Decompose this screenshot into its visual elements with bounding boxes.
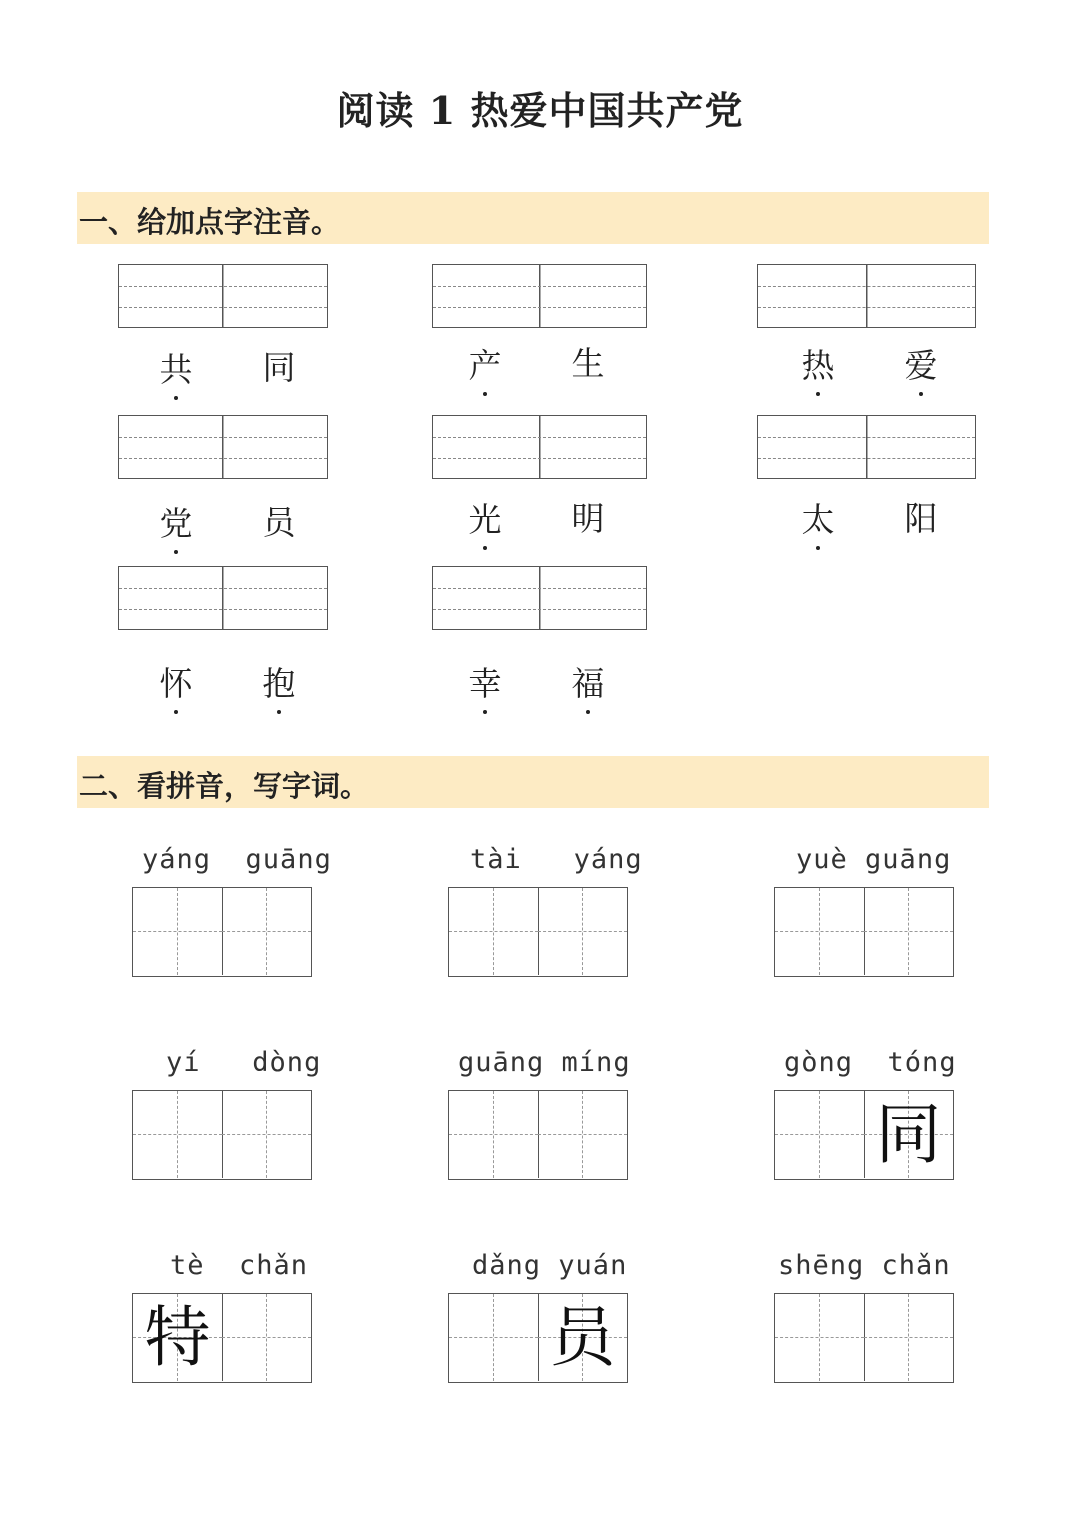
writing-cell[interactable] <box>449 888 539 975</box>
pinyin-syllable: yuè <box>796 844 848 875</box>
tianzige-grid <box>448 1293 628 1383</box>
pinyin-syllable: dǎng <box>472 1250 542 1281</box>
pinyin-syllable: míng <box>561 1047 631 1078</box>
tianzige-grid <box>774 887 954 977</box>
pinyin-label <box>470 844 643 875</box>
writing-cell[interactable] <box>864 1091 953 1178</box>
filled-character <box>449 1091 538 1178</box>
pinyin-syllable: tè <box>170 1250 205 1281</box>
writing-cell[interactable] <box>864 888 953 975</box>
writing-cell[interactable] <box>133 888 223 975</box>
character: 阳 <box>904 499 938 538</box>
filled-character <box>133 1091 222 1178</box>
dotted-character: 怀 <box>156 664 196 704</box>
pinyin-syllable: dòng <box>252 1047 322 1078</box>
writing-cell[interactable] <box>222 1294 311 1381</box>
writing-cell[interactable] <box>775 1091 865 1178</box>
tianzige-grid <box>132 887 312 977</box>
writing-cell[interactable] <box>449 1091 539 1178</box>
pinyin-syllable: tóng <box>887 1047 957 1078</box>
filled-character: 同 <box>875 1096 942 1173</box>
section-1-title: 一、给加点字注音。 <box>79 205 341 239</box>
dotted-character: 抱 <box>259 664 299 704</box>
pinyin-answer-box[interactable] <box>757 264 976 328</box>
pinyin-syllable: yí <box>166 1047 201 1078</box>
filled-character <box>775 1091 864 1178</box>
pinyin-answer-box[interactable] <box>432 566 647 630</box>
tianzige-grid <box>132 1090 312 1180</box>
section-1-header <box>77 192 989 244</box>
pinyin-answer-box[interactable] <box>118 566 328 630</box>
section-2-header <box>77 756 989 808</box>
writing-cell[interactable] <box>538 888 627 975</box>
pinyin-answer-box[interactable] <box>757 415 976 479</box>
writing-cell[interactable] <box>449 1294 539 1381</box>
filled-character <box>133 888 222 975</box>
pinyin-syllable: yáng <box>142 844 212 875</box>
section-2-title: 二、看拼音，写字词。 <box>79 769 370 803</box>
filled-character <box>222 888 311 975</box>
tianzige-grid <box>774 1293 954 1383</box>
writing-cell[interactable] <box>775 1294 865 1381</box>
pinyin-syllable: shēng <box>778 1250 865 1281</box>
dotted-character: 产 <box>465 346 505 386</box>
filled-character <box>864 1294 953 1381</box>
pinyin-syllable: yáng <box>573 844 643 875</box>
pinyin-label <box>142 844 332 875</box>
pinyin-syllable: chǎn <box>239 1250 309 1281</box>
writing-cell[interactable] <box>222 888 311 975</box>
pinyin-syllable: gòng <box>784 1047 854 1078</box>
character: 生 <box>571 344 605 383</box>
dotted-character: 共 <box>156 350 196 390</box>
filled-character <box>775 888 864 975</box>
writing-cell[interactable] <box>538 1294 627 1381</box>
dotted-character: 福 <box>568 664 608 704</box>
pinyin-answer-box[interactable] <box>118 415 328 479</box>
pinyin-label <box>784 1047 957 1078</box>
character: 同 <box>262 348 296 387</box>
pinyin-label <box>472 1250 627 1281</box>
pinyin-syllable: yuán <box>558 1250 628 1281</box>
filled-character <box>222 1294 311 1381</box>
character: 明 <box>571 499 605 538</box>
filled-character <box>449 888 538 975</box>
pinyin-syllable: guāng <box>865 844 952 875</box>
page-title: 阅读 1 热爱中国共产党 <box>336 88 744 133</box>
pinyin-label <box>778 1250 951 1281</box>
pinyin-label <box>170 1250 308 1281</box>
pinyin-answer-box[interactable] <box>432 264 647 328</box>
tianzige-grid <box>132 1293 312 1383</box>
dotted-character: 太 <box>798 500 838 540</box>
pinyin-answer-box[interactable] <box>432 415 647 479</box>
writing-cell[interactable] <box>775 888 865 975</box>
writing-cell[interactable] <box>133 1294 223 1381</box>
character: 员 <box>262 503 296 542</box>
pinyin-syllable: guāng <box>458 1047 545 1078</box>
filled-character: 员 <box>549 1299 616 1376</box>
writing-cell[interactable] <box>222 1091 311 1178</box>
filled-character <box>449 1294 538 1381</box>
pinyin-label <box>796 844 951 875</box>
dotted-character: 热 <box>798 346 838 386</box>
filled-character: 特 <box>144 1299 211 1376</box>
writing-cell[interactable] <box>133 1091 223 1178</box>
dotted-character: 幸 <box>465 664 505 704</box>
writing-cell[interactable] <box>538 1091 627 1178</box>
pinyin-answer-box[interactable] <box>118 264 328 328</box>
pinyin-syllable: tài <box>470 844 522 875</box>
filled-character <box>775 1294 864 1381</box>
tianzige-grid <box>774 1090 954 1180</box>
filled-character <box>864 888 953 975</box>
filled-character <box>538 888 627 975</box>
pinyin-syllable: guāng <box>245 844 332 875</box>
writing-cell[interactable] <box>864 1294 953 1381</box>
pinyin-syllable: chǎn <box>881 1250 951 1281</box>
filled-character <box>538 1091 627 1178</box>
dotted-character: 党 <box>156 504 196 544</box>
tianzige-grid <box>448 1090 628 1180</box>
pinyin-label <box>458 1047 631 1078</box>
pinyin-label <box>166 1047 321 1078</box>
dotted-character: 爱 <box>901 346 941 386</box>
filled-character <box>222 1091 311 1178</box>
dotted-character: 光 <box>465 500 505 540</box>
tianzige-grid <box>448 887 628 977</box>
